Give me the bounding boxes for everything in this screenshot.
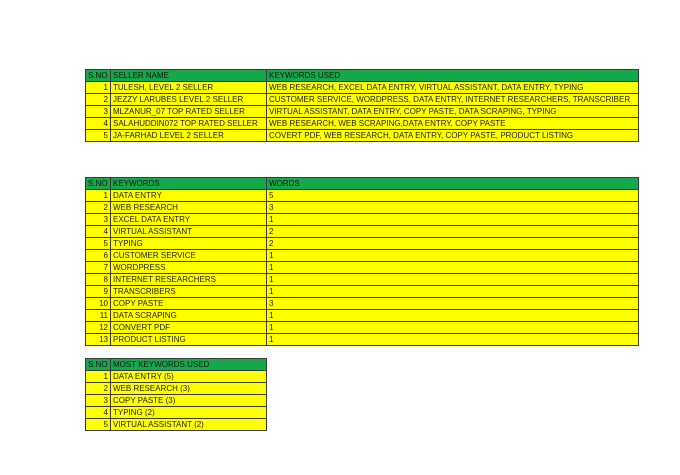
- row-number-cell[interactable]: 4: [86, 407, 111, 419]
- table-cell[interactable]: 1: [267, 334, 639, 346]
- table-cell[interactable]: 2: [267, 238, 639, 250]
- table-cell[interactable]: WEB RESEARCH, EXCEL DATA ENTRY, VIRTUAL ASSISTANT, DATA ENTRY, TYPING: [267, 82, 639, 94]
- row-number-cell[interactable]: 8: [86, 274, 111, 286]
- table-row: [86, 310, 639, 322]
- table-cell[interactable]: WEB RESEARCH, WEB SCRAPING,DATA ENTRY, COPY PASTE: [267, 118, 639, 130]
- table-row: [86, 334, 639, 346]
- header-cell[interactable]: KEYWORDS: [111, 178, 267, 190]
- row-number-cell[interactable]: 2: [86, 383, 111, 395]
- row-number-cell[interactable]: 2: [86, 202, 111, 214]
- table-cell[interactable]: CUSTOMER SERVICE, WORDPRESS, DATA ENTRY, INTERNET RESEARCHERS, TRANSCRIBER: [267, 94, 639, 106]
- table-row: [86, 262, 639, 274]
- table-row: [86, 419, 267, 431]
- top-keywords-table-body: [86, 359, 267, 431]
- table-cell[interactable]: COPY PASTE (3): [111, 395, 267, 407]
- table-cell[interactable]: VIRTUAL ASSISTANT (2): [111, 419, 267, 431]
- row-number-cell[interactable]: 3: [86, 214, 111, 226]
- table-header-row: [86, 359, 267, 371]
- row-number-cell[interactable]: 12: [86, 322, 111, 334]
- row-number-cell[interactable]: 13: [86, 334, 111, 346]
- table-cell[interactable]: COVERT PDF, WEB RESEARCH, DATA ENTRY, COPY PASTE, PRODUCT LISTING: [267, 130, 639, 142]
- row-number-cell[interactable]: 10: [86, 298, 111, 310]
- table-cell[interactable]: SALAHUDDIN072 TOP RATED SELLER: [111, 118, 267, 130]
- row-number-cell[interactable]: 5: [86, 419, 111, 431]
- table-cell[interactable]: CONVERT PDF: [111, 322, 267, 334]
- table-cell[interactable]: 1: [267, 310, 639, 322]
- row-number-cell[interactable]: 3: [86, 106, 111, 118]
- table-row: [86, 395, 267, 407]
- row-number-cell[interactable]: 1: [86, 371, 111, 383]
- table-cell[interactable]: JA-FARHAD LEVEL 2 SELLER: [111, 130, 267, 142]
- header-cell[interactable]: S.NO: [86, 178, 111, 190]
- header-cell[interactable]: SELLER NAME: [111, 70, 267, 82]
- row-number-cell[interactable]: 4: [86, 118, 111, 130]
- row-number-cell[interactable]: 3: [86, 395, 111, 407]
- table-cell[interactable]: 1: [267, 214, 639, 226]
- keywords-table: [85, 177, 639, 346]
- table-cell[interactable]: 1: [267, 250, 639, 262]
- row-number-cell[interactable]: 4: [86, 226, 111, 238]
- header-cell[interactable]: WORDS: [267, 178, 639, 190]
- table-row: [86, 298, 639, 310]
- table-cell[interactable]: 1: [267, 274, 639, 286]
- sellers-table-body: [86, 70, 639, 142]
- table-cell[interactable]: DATA ENTRY (5): [111, 371, 267, 383]
- row-number-cell[interactable]: 5: [86, 130, 111, 142]
- table-row: [86, 202, 639, 214]
- header-cell[interactable]: KEYWORDS USED: [267, 70, 639, 82]
- table-cell[interactable]: 1: [267, 322, 639, 334]
- table-cell[interactable]: 1: [267, 286, 639, 298]
- table-row: [86, 286, 639, 298]
- table-row: [86, 274, 639, 286]
- table-row: [86, 226, 639, 238]
- table-cell[interactable]: PRODUCT LISTING: [111, 334, 267, 346]
- table-cell[interactable]: DATA ENTRY: [111, 190, 267, 202]
- header-cell[interactable]: S.NO: [86, 70, 111, 82]
- table-cell[interactable]: COPY PASTE: [111, 298, 267, 310]
- table-cell[interactable]: EXCEL DATA ENTRY: [111, 214, 267, 226]
- table-row: [86, 322, 639, 334]
- table-row: [86, 106, 639, 118]
- table-cell[interactable]: WEB RESEARCH: [111, 202, 267, 214]
- table-cell[interactable]: 3: [267, 202, 639, 214]
- table-cell[interactable]: WORDPRESS: [111, 262, 267, 274]
- table-cell[interactable]: TRANSCRIBERS: [111, 286, 267, 298]
- table-row: [86, 407, 267, 419]
- row-number-cell[interactable]: 5: [86, 238, 111, 250]
- table-row: [86, 250, 639, 262]
- table-cell[interactable]: MLZANUR_07 TOP RATED SELLER: [111, 106, 267, 118]
- header-cell[interactable]: S.NO: [86, 359, 111, 371]
- table-cell[interactable]: INTERNET RESEARCHERS: [111, 274, 267, 286]
- row-number-cell[interactable]: 1: [86, 82, 111, 94]
- table-row: [86, 130, 639, 142]
- row-number-cell[interactable]: 7: [86, 262, 111, 274]
- table-cell[interactable]: DATA SCRAPING: [111, 310, 267, 322]
- row-number-cell[interactable]: 1: [86, 190, 111, 202]
- table-cell[interactable]: JEZZY LARUBES LEVEL 2 SELLER: [111, 94, 267, 106]
- table-cell[interactable]: VIRTUAL ASSISTANT, DATA ENTRY, COPY PASTE, DATA SCRAPING, TYPING: [267, 106, 639, 118]
- table-cell[interactable]: TULESH, LEVEL 2 SELLER: [111, 82, 267, 94]
- table-cell[interactable]: 1: [267, 262, 639, 274]
- table-cell[interactable]: 5: [267, 190, 639, 202]
- table-row: [86, 371, 267, 383]
- table-cell[interactable]: CUSTOMER SERVICE: [111, 250, 267, 262]
- table-cell[interactable]: TYPING (2): [111, 407, 267, 419]
- table-row: [86, 214, 639, 226]
- table-cell[interactable]: 2: [267, 226, 639, 238]
- table-row: [86, 238, 639, 250]
- table-row: [86, 383, 267, 395]
- sellers-table: [85, 69, 639, 142]
- table-cell[interactable]: TYPING: [111, 238, 267, 250]
- row-number-cell[interactable]: 9: [86, 286, 111, 298]
- table-row: [86, 94, 639, 106]
- table-row: [86, 118, 639, 130]
- table-cell[interactable]: WEB RESEARCH (3): [111, 383, 267, 395]
- row-number-cell[interactable]: 2: [86, 94, 111, 106]
- table-row: [86, 190, 639, 202]
- table-cell[interactable]: 3: [267, 298, 639, 310]
- table-header-row: [86, 178, 639, 190]
- header-cell[interactable]: MOST KEYWORDS USED: [111, 359, 267, 371]
- keywords-table-body: [86, 178, 639, 346]
- row-number-cell[interactable]: 6: [86, 250, 111, 262]
- table-cell[interactable]: VIRTUAL ASSISTANT: [111, 226, 267, 238]
- top-keywords-table: [85, 358, 267, 431]
- table-row: [86, 82, 639, 94]
- row-number-cell[interactable]: 11: [86, 310, 111, 322]
- table-header-row: [86, 70, 639, 82]
